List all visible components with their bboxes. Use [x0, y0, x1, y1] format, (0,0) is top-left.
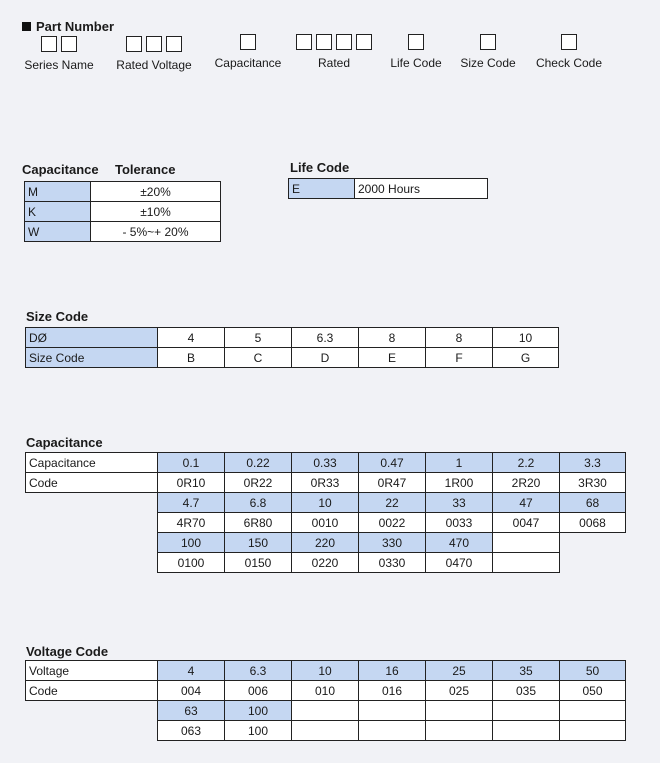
tolerance-code-cell: W — [25, 222, 91, 242]
code-cell: 050 — [560, 681, 626, 701]
diameter-cell: 8 — [359, 328, 426, 348]
value-cell: 4 — [158, 661, 225, 681]
code-cell: 0R22 — [225, 473, 292, 493]
tolerance-code-cell: K — [25, 202, 91, 222]
empty-cell — [560, 701, 626, 721]
part-number-field — [20, 36, 98, 72]
code-cell: 035 — [493, 681, 560, 701]
code-cell: 0047 — [493, 513, 560, 533]
code-box — [41, 36, 57, 52]
empty-cell — [426, 701, 493, 721]
table-row — [26, 348, 559, 368]
empty-cell — [493, 721, 560, 741]
part-number-label: Rated Voltage — [116, 58, 192, 72]
life-code-heading: Life Code — [290, 160, 350, 175]
part-number-field — [292, 34, 376, 70]
code-boxes — [292, 34, 376, 52]
code-cell: 0100 — [158, 553, 225, 573]
value-cell: 330 — [359, 533, 426, 553]
code-box — [126, 36, 142, 52]
value-cell: 0.33 — [292, 453, 359, 473]
row-label-cell: Voltage — [26, 661, 158, 681]
code-box — [296, 34, 312, 50]
value-cell: 6.3 — [225, 661, 292, 681]
code-cell: 4R70 — [158, 513, 225, 533]
code-cell: 0010 — [292, 513, 359, 533]
code-box — [408, 34, 424, 50]
code-box — [146, 36, 162, 52]
diameter-cell: 8 — [426, 328, 493, 348]
life-value-cell: 2000 Hours — [355, 179, 488, 199]
code-cell: 0022 — [359, 513, 426, 533]
diameter-cell: 6.3 — [292, 328, 359, 348]
part-number-field — [528, 34, 610, 70]
tolerance-heading-capacitance: Capacitance — [22, 162, 99, 177]
tolerance-heading-tolerance: Tolerance — [115, 162, 176, 177]
table-row — [26, 681, 626, 701]
code-boxes — [208, 34, 288, 52]
table-row — [25, 182, 221, 202]
size-code-heading: Size Code — [26, 309, 89, 324]
code-cell: 0R33 — [292, 473, 359, 493]
code-cell: 0470 — [426, 553, 493, 573]
part-number-label: Rated — [317, 56, 351, 70]
code-cell: 0068 — [560, 513, 626, 533]
size-code-cell: B — [158, 348, 225, 368]
code-cell: 006 — [225, 681, 292, 701]
size-code-cell: G — [493, 348, 559, 368]
empty-cell — [292, 701, 359, 721]
voltage-code-table — [25, 660, 626, 741]
value-cell: 150 — [225, 533, 292, 553]
row-label-cell: Code — [26, 473, 158, 493]
value-cell: 4.7 — [158, 493, 225, 513]
code-boxes — [110, 36, 198, 54]
diameter-cell: 10 — [493, 328, 559, 348]
table-row — [26, 328, 559, 348]
value-cell: 10 — [292, 661, 359, 681]
table-row — [26, 533, 626, 553]
spacer-cell — [26, 533, 158, 573]
empty-cell — [493, 701, 560, 721]
table-row — [25, 202, 221, 222]
code-box — [166, 36, 182, 52]
value-cell: 0.22 — [225, 453, 292, 473]
row-label-cell: Code — [26, 681, 158, 701]
code-box — [561, 34, 577, 50]
table-row — [26, 661, 626, 681]
code-box — [356, 34, 372, 50]
tolerance-table — [24, 181, 221, 242]
value-cell: 50 — [560, 661, 626, 681]
value-cell: 0.47 — [359, 453, 426, 473]
value-cell: 35 — [493, 661, 560, 681]
code-cell: 0150 — [225, 553, 292, 573]
value-cell: 10 — [292, 493, 359, 513]
value-cell: 2.2 — [493, 453, 560, 473]
table-row — [26, 701, 626, 721]
code-cell: 3R30 — [560, 473, 626, 493]
code-boxes — [384, 34, 448, 52]
size-code-cell: E — [359, 348, 426, 368]
value-cell: 6.8 — [225, 493, 292, 513]
size-code-cell: D — [292, 348, 359, 368]
diameter-cell: 5 — [225, 328, 292, 348]
code-box — [336, 34, 352, 50]
table-row — [26, 453, 626, 473]
code-boxes — [528, 34, 610, 52]
code-box — [61, 36, 77, 52]
code-box — [316, 34, 332, 50]
code-cell: 010 — [292, 681, 359, 701]
size-code-table — [25, 327, 559, 368]
empty-cell — [292, 721, 359, 741]
table-row — [26, 473, 626, 493]
part-number-field — [384, 34, 448, 70]
square-bullet-icon — [22, 22, 31, 31]
part-number-heading: Part Number — [22, 19, 114, 34]
code-cell: 6R80 — [225, 513, 292, 533]
value-cell: 25 — [426, 661, 493, 681]
table-row — [26, 493, 626, 513]
life-code-table — [288, 178, 488, 199]
table-row — [289, 179, 488, 199]
row-label-cell: Size Code — [26, 348, 158, 368]
capacitance-code-table — [25, 452, 626, 573]
value-cell: 0.1 — [158, 453, 225, 473]
code-cell: 0R10 — [158, 473, 225, 493]
code-cell: 016 — [359, 681, 426, 701]
part-number-field — [456, 34, 520, 70]
part-number-label: Capacitance — [214, 56, 282, 70]
code-cell: 025 — [426, 681, 493, 701]
value-cell: 470 — [426, 533, 493, 553]
part-number-label: Life Code — [390, 56, 442, 70]
empty-cell — [560, 721, 626, 741]
value-cell: 100 — [225, 701, 292, 721]
code-cell: 0033 — [426, 513, 493, 533]
value-cell: 1 — [426, 453, 493, 473]
code-cell: 004 — [158, 681, 225, 701]
empty-cell — [426, 721, 493, 741]
diameter-cell: 4 — [158, 328, 225, 348]
row-label-cell: Capacitance — [26, 453, 158, 473]
value-cell: 3.3 — [560, 453, 626, 473]
empty-cell — [359, 721, 426, 741]
code-box — [480, 34, 496, 50]
size-code-cell: F — [426, 348, 493, 368]
size-code-cell: C — [225, 348, 292, 368]
spacer-cell — [26, 493, 158, 533]
empty-cell — [359, 701, 426, 721]
code-cell: 063 — [158, 721, 225, 741]
part-number-field — [208, 34, 288, 70]
value-cell: 100 — [158, 533, 225, 553]
part-number-label: Series Name — [24, 58, 94, 72]
code-boxes — [20, 36, 98, 54]
spacer-cell — [26, 701, 158, 741]
tolerance-value-cell: - 5%~+ 20% — [91, 222, 221, 242]
code-box — [240, 34, 256, 50]
value-cell: 220 — [292, 533, 359, 553]
code-cell: 100 — [225, 721, 292, 741]
part-number-label: Size Code — [460, 56, 516, 70]
value-cell: 16 — [359, 661, 426, 681]
value-cell: 68 — [560, 493, 626, 513]
code-cell: 0220 — [292, 553, 359, 573]
code-boxes — [456, 34, 520, 52]
part-number-field — [110, 36, 198, 72]
row-label-cell: DØ — [26, 328, 158, 348]
value-cell: 33 — [426, 493, 493, 513]
code-cell: 0R47 — [359, 473, 426, 493]
capacitance-heading: Capacitance — [26, 435, 103, 450]
voltage-code-heading: Voltage Code — [26, 644, 109, 659]
empty-cell — [493, 533, 560, 553]
part-number-label: Check Code — [535, 56, 603, 70]
tolerance-code-cell: M — [25, 182, 91, 202]
code-cell: 1R00 — [426, 473, 493, 493]
empty-cell — [493, 553, 560, 573]
code-cell: 2R20 — [493, 473, 560, 493]
value-cell: 63 — [158, 701, 225, 721]
tolerance-value-cell: ±20% — [91, 182, 221, 202]
value-cell: 22 — [359, 493, 426, 513]
table-row — [25, 222, 221, 242]
value-cell: 47 — [493, 493, 560, 513]
code-cell: 0330 — [359, 553, 426, 573]
tolerance-value-cell: ±10% — [91, 202, 221, 222]
life-code-cell: E — [289, 179, 355, 199]
